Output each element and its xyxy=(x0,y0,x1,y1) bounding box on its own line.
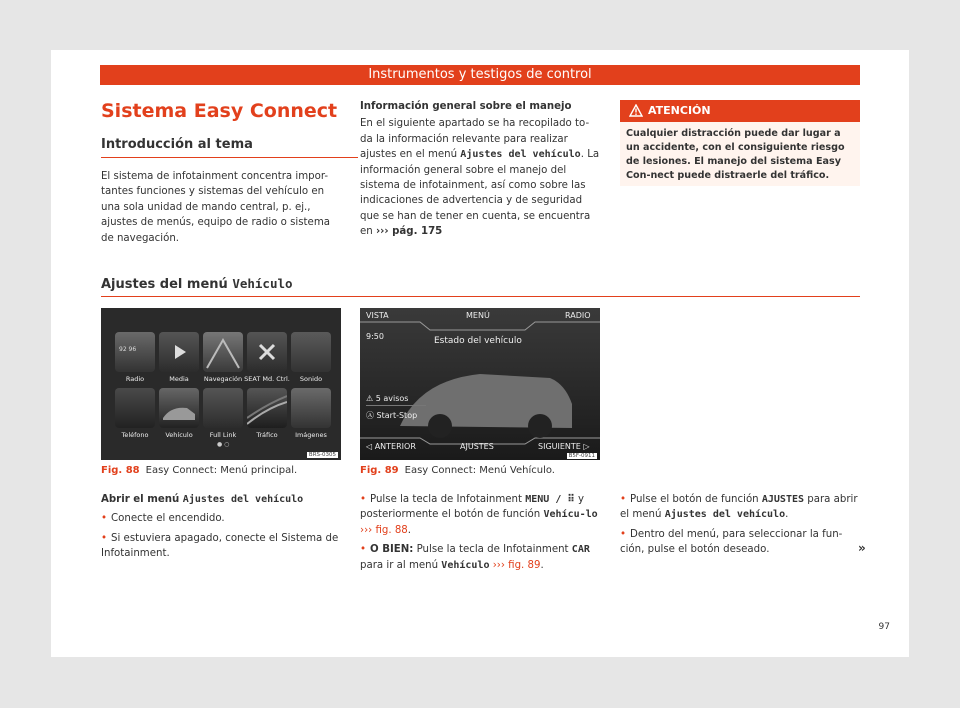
tile-images-icon[interactable] xyxy=(291,388,331,428)
screen-tab-menu[interactable]: MENÚ xyxy=(466,311,490,320)
menu-section-title-mono: Vehículo xyxy=(232,276,293,291)
column-1 xyxy=(101,492,341,562)
figure-89-caption-text: Easy Connect: Menú Vehículo. xyxy=(404,465,555,476)
screen-tab-radio[interactable]: RADIO xyxy=(565,311,591,320)
warning-text: Cualquier distracción puede dar lugar a un accidente, con el consiguiente riesgo de lesiones. El manejo del sistema Easy Con-nect puede distraerle del tráfico. xyxy=(626,128,845,181)
tile-label: Full Link xyxy=(209,431,237,439)
column-2-bullet-1: • Pulse la tecla de Infotainment MENU / ⠿ y posteriormente el botón de función Vehícu-lo ››› fig. 88. xyxy=(360,492,600,538)
page-header: Instrumentos y testigos de control xyxy=(100,65,860,85)
tile-label: Vehículo xyxy=(165,431,193,439)
column-2-bullet-2-bold: O BIEN: xyxy=(370,544,414,556)
column-2-bullet-1-text-b: y posteriormente el botón de función xyxy=(360,494,584,521)
warning-box xyxy=(620,100,860,186)
column-1-bullet-2: • Si estuviera apagado, conecte el Sistema de Infotainment. xyxy=(101,531,341,562)
column-1-bullet-1: • Conecte el encendido. xyxy=(101,511,341,526)
car-key: CAR xyxy=(571,544,590,556)
screen-button-previous-label: ANTERIOR xyxy=(374,442,416,451)
radio-readout: 92 96 xyxy=(119,346,137,353)
column-1-heading-prefix: Abrir el menú xyxy=(101,494,183,505)
tile-full-link-icon[interactable] xyxy=(203,388,243,428)
tile-seat-drive-icon[interactable] xyxy=(247,332,287,372)
screen-item-start-stop-label: Start-Stop xyxy=(376,411,418,420)
screen-tab-vista[interactable]: VISTA xyxy=(366,311,389,320)
column-2 xyxy=(360,492,600,573)
column-3-bullet-2: • Dentro del menú, para seleccionar la fun-ción, pulse el botón deseado. xyxy=(620,527,860,558)
figure-code: B5F-0911 xyxy=(568,453,595,459)
screen-button-next[interactable]: SIGUIENTE ▷ xyxy=(538,442,590,451)
continue-marker: » xyxy=(858,541,866,555)
column-1-heading xyxy=(101,492,341,507)
intro-text: El sistema de infotainment concentra impor-tantes funciones y sistemas del vehículo en una sola unidad de mando central, p. ej., ajustes de menús, equipo de radio o sistema de navegación. xyxy=(101,171,330,244)
figure-88-caption-text: Easy Connect: Menú principal. xyxy=(145,465,298,476)
figure-code: BRS-0305 xyxy=(308,452,336,458)
tile-label: Navegación xyxy=(203,375,243,383)
column-2-bullet-2: • O BIEN: Pulse la tecla de Infotainment CAR para ir al menú Vehículo ››› fig. 89. xyxy=(360,542,600,573)
tile-phone-icon[interactable] xyxy=(115,388,155,428)
info-page-ref: ››› pág. 175 xyxy=(375,226,443,238)
info-text-2: . La información general sobre el manejo del sistema de infotainment, así como sobre las indicaciones de advertencia y de seguridad que se han de tener en cuenta, se encuentra en xyxy=(360,149,600,238)
column-2-bullet-2-text-b: para ir al menú xyxy=(360,559,442,571)
column-2-bullet-1-mono: Vehícu-lo xyxy=(543,509,598,521)
tile-radio-icon[interactable] xyxy=(115,332,155,372)
screen-item-warnings-label: 5 avisos xyxy=(375,394,409,403)
tile-label: Tráfico xyxy=(256,431,278,439)
info-heading: Información general sobre el manejo xyxy=(360,101,572,112)
page-number: 97 xyxy=(878,622,890,632)
tile-media-icon[interactable] xyxy=(159,332,199,372)
menu-key: MENU / ⠿ xyxy=(525,494,575,505)
screen-button-previous[interactable]: ◁ ANTERIOR xyxy=(366,442,416,451)
column-2-bullet-2-ref: ››› fig. 89 xyxy=(489,559,541,571)
screen-item-start-stop[interactable]: Ⓐ Start-Stop xyxy=(366,411,418,420)
menu-section-title xyxy=(101,276,293,292)
figure-88-image xyxy=(101,308,341,460)
info-block xyxy=(360,99,600,240)
screen-button-next-label: SIGUIENTE xyxy=(538,442,581,451)
column-3-bullet-1-end: . xyxy=(785,509,789,521)
screen-frame-lines xyxy=(360,308,600,460)
tile-label: SEAT Md. Ctrl. xyxy=(244,375,290,383)
tile-label: Radio xyxy=(125,375,145,383)
tile-label: Sonido xyxy=(299,375,323,383)
column-3-bullet-1-mono: Ajustes del vehículo xyxy=(664,509,786,521)
tile-navigation-icon[interactable] xyxy=(203,332,243,372)
warning-header xyxy=(620,100,860,122)
screen-button-settings[interactable]: AJUSTES xyxy=(460,442,494,451)
column-3 xyxy=(620,492,860,558)
warning-triangle-icon xyxy=(629,104,643,117)
column-3-bullet-1-text-b: para abrir el menú xyxy=(620,494,858,521)
figure-89-caption xyxy=(360,465,555,476)
tile-vehicle-icon[interactable] xyxy=(159,388,199,428)
tile-label: Teléfono xyxy=(121,431,149,439)
column-3-bullet-1-text: Pulse el botón de función xyxy=(630,494,762,505)
screen-time: 9:50 xyxy=(366,332,384,341)
tile-traffic-icon[interactable] xyxy=(247,388,287,428)
screen-item-warnings[interactable]: ⚠ 5 avisos xyxy=(366,394,426,406)
section-title: Sistema Easy Connect xyxy=(101,100,338,122)
tile-label: Imágenes xyxy=(295,431,327,439)
warning-title: ATENCIÓN xyxy=(648,104,711,117)
screen-title: Estado del vehículo xyxy=(434,336,522,346)
column-2-bullet-1-ref: ››› fig. 88 xyxy=(360,524,408,536)
tile-sound-icon[interactable] xyxy=(291,332,331,372)
figure-88-caption xyxy=(101,465,297,476)
column-2-bullet-1-text: Pulse la tecla de Infotainment xyxy=(370,494,526,505)
column-2-bullet-2-text: Pulse la tecla de Infotainment xyxy=(413,544,572,556)
figure-89-image xyxy=(360,308,600,460)
info-menu-name: Ajustes del vehículo xyxy=(460,149,581,161)
column-3-bullet-1 xyxy=(620,492,860,523)
figure-89-label: Fig. 89 xyxy=(360,465,399,476)
menu-section-title-prefix: Ajustes del menú xyxy=(101,277,233,292)
section-subtitle: Introducción al tema xyxy=(101,137,253,152)
figure-88-label: Fig. 88 xyxy=(101,465,140,476)
tile-label: Media xyxy=(169,375,189,383)
section-rule xyxy=(101,296,860,297)
page-dots: ● ○ xyxy=(217,441,230,448)
subtitle-rule xyxy=(101,157,358,158)
info-text-1: En el siguiente apartado se ha recopilado to-da la información relevante para realizar ajustes en el menú xyxy=(360,118,590,161)
settings-key: AJUSTES xyxy=(761,494,805,505)
column-2-bullet-2-mono: Vehículo xyxy=(441,559,490,571)
column-1-heading-mono: Ajustes del vehículo xyxy=(182,494,304,505)
